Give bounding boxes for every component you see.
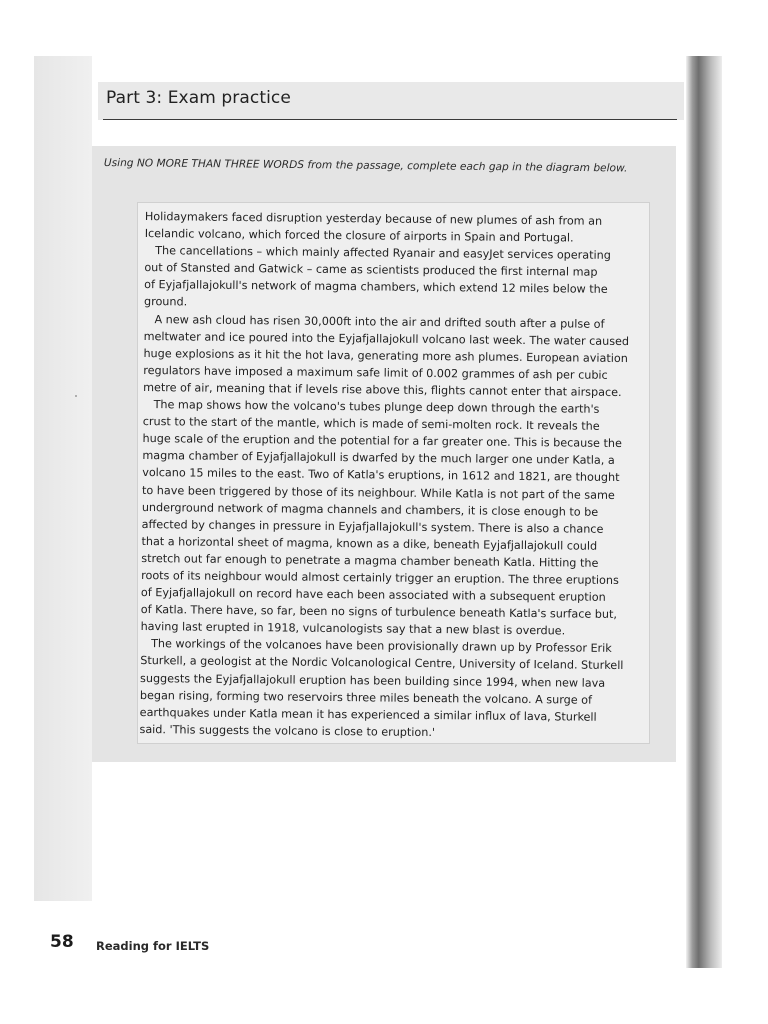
passage-line: huge scale of the eruption and the potential for a far greater one. This is because the [142, 432, 622, 451]
passage-line: of Eyjafjallajokull's network of magma chambers, which extend 12 miles below the [144, 278, 608, 297]
passage-line: underground network of magma channels and chambers, it is close enough to be [141, 500, 599, 519]
passage-line: crust to the start of the mantle, which is made of semi-molten rock. It reveals the [142, 415, 600, 433]
passage-line: affected by changes in pressure in Eyjafjallajokull's system. There is also a chance [141, 517, 604, 536]
book-gutter-shadow [686, 56, 722, 968]
passage-line: huge explosions as it hit the hot lava, generating more ash plumes. European aviation [143, 346, 628, 365]
passage-line: The workings of the volcanoes have been provisionally drawn up by Professor Erik [140, 637, 612, 656]
section-title: Part 3: Exam practice [106, 88, 291, 108]
passage-line: Holidaymakers faced disruption yesterday because of new plumes of ash from an [144, 209, 603, 228]
passage-line: earthquakes under Katla mean it has experienced a similar influx of lava, Sturkell [139, 705, 597, 724]
passage-line: that a horizontal sheet of magma, known as a dike, beneath Eyjafjallajokull could [141, 534, 598, 553]
page-left-margin-shade [34, 56, 92, 901]
passage-line: stretch out far enough to penetrate a magma chamber beneath Katla. Hitting the [141, 551, 599, 570]
passage-line: meltwater and ice poured into the Eyjafjallajokull volcano last week. The water caused [143, 329, 630, 348]
section-title-rule [103, 119, 677, 120]
passage-line: out of Stansted and Gatwick – came as scientists produced the first internal map [144, 261, 598, 280]
passage-line: Sturkell, a geologist at the Nordic Volcanological Centre, University of Iceland. Sturkell [140, 654, 624, 673]
reading-passage [139, 208, 641, 743]
passage-line: of Katla. There have, so far, been no signs of turbulence beneath Katla's surface but, [140, 603, 618, 622]
book-title: Reading for IELTS [96, 939, 210, 953]
passage-line: began rising, forming two reservoirs three miles beneath the volcano. A surge of [139, 688, 593, 707]
passage-line: regulators have imposed a maximum safe limit of 0.002 grammes of ash per cubic [143, 363, 608, 382]
passage-line: Icelandic volcano, which forced the closure of airports in Spain and Portugal. [144, 227, 574, 245]
passage-line: suggests the Eyjafjallajokull eruption has been building since 1994, when new lava [140, 671, 606, 690]
passage-line: of Eyjafjallajokull on record have each been associated with a subsequent eruption [140, 586, 606, 604]
passage-line: The map shows how the volcano's tubes plunge deep down through the earth's [142, 398, 600, 416]
passage-line: ground. [143, 295, 188, 309]
passage-line: volcano 15 miles to the east. Two of Katla's eruptions, in 1612 and 1821, are thought [142, 466, 620, 485]
exercise-instruction: Using NO MORE THAN THREE WORDS from the passage, complete each gap in the diagram below. [103, 156, 628, 175]
passage-line: magma chamber of Eyjafjallajokull is dwarfed by the much larger one under Katla, a [142, 449, 615, 468]
passage-line: A new ash cloud has risen 30,000ft into the air and drifted south after a pulse of [143, 312, 605, 331]
passage-line: having last erupted in 1918, vulcanologists say that a new blast is overdue. [140, 620, 566, 638]
page-number: 58 [50, 932, 74, 952]
passage-line: said. 'This suggests the volcano is close to eruption.' [139, 722, 436, 739]
passage-line: metre of air, meaning that if levels rise above this, flights cannot enter that airspace. [143, 380, 622, 399]
passage-line: roots of its neighbour would almost certainly trigger an eruption. The three eruptions [141, 568, 619, 587]
passage-line: The cancellations – which mainly affected Ryanair and easyJet services operating [144, 244, 611, 263]
margin-speck [75, 395, 77, 397]
passage-line: to have been triggered by those of its neighbour. While Katla is not part of the same [141, 483, 615, 502]
